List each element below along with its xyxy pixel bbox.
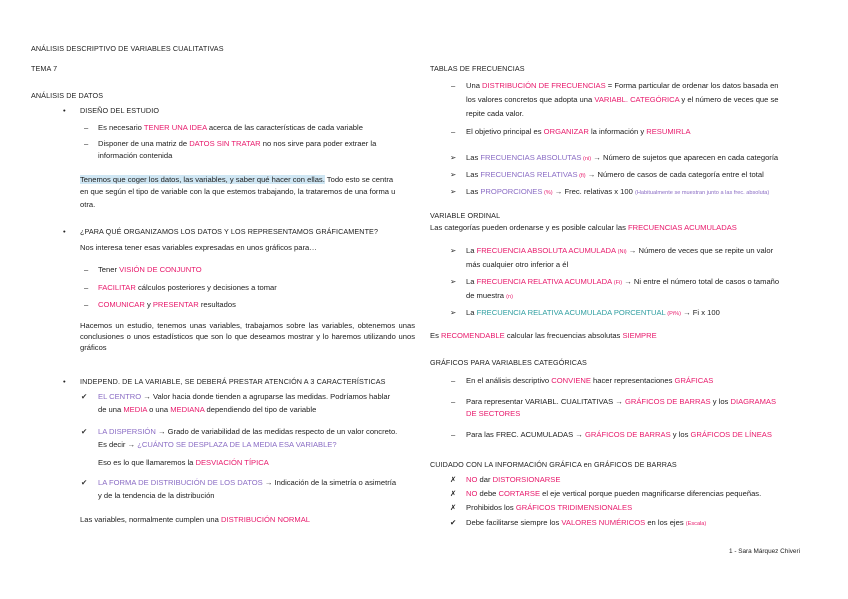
item-desviacion: Eso es lo que llamaremos la DESVIACIÓN TÍPICA	[98, 458, 269, 467]
page-footer: 1 - Sara Márquez Chiveri	[729, 548, 801, 555]
item-rel-acum-cont: de muestra (n)	[466, 291, 513, 300]
dash-icon: –	[84, 139, 89, 148]
item-distribucion: Una DISTRIBUCIÓN DE FRECUENCIAS = Forma particular de ordenar los datos basada en	[466, 81, 779, 90]
item-acumuladas: Para las FREC. ACUMULADAS → GRÁFICOS DE BARRAS y los GRÁFICOS DE LÍNEAS	[466, 430, 772, 439]
tema-label: TEMA 7	[31, 64, 58, 73]
item-matriz: Disponer de una matriz de DATOS SIN TRATAR no nos sirve para poder extraer la	[98, 139, 377, 148]
bullet-dot-icon: •	[63, 106, 66, 115]
check-icon: ✔	[81, 427, 88, 436]
item-forma: LA FORMA DE DISTRIBUCIÓN DE LOS DATOS → Indicación de la simetría o asimetría	[98, 478, 397, 487]
cross-icon: ✗	[450, 475, 457, 484]
dash-icon: –	[84, 300, 89, 309]
check-icon: ✔	[81, 478, 88, 487]
item-comunicar: COMUNICAR y PRESENTAR resultados	[98, 300, 236, 309]
dash-icon: –	[451, 376, 456, 385]
para-datos-line3: otra.	[80, 200, 96, 209]
check-icon: ✔	[81, 392, 88, 401]
item-tener-idea: Es necesario TENER UNA IDEA acerca de las características de cada variable	[98, 123, 363, 132]
check-icon: ✔	[450, 518, 457, 527]
dash-icon: –	[84, 265, 89, 274]
cross-icon: ✗	[450, 503, 457, 512]
item-distribucion-cont2: repite cada valor.	[466, 109, 524, 118]
para-datos-line2: en que según el tipo de variable con la que estemos trabajando, la trataremos de una forma u	[80, 187, 396, 196]
item-distribucion-cont: los valores concretos que adopta una VARIABL. CATEGÓRICA y el número de veces que se	[466, 95, 779, 104]
dash-icon: –	[451, 81, 456, 90]
item-cortarse: NO debe CORTARSE el eje vertical porque pueden magnificarse diferencias pequeñas.	[466, 489, 762, 498]
bullet-dot-icon: •	[63, 377, 66, 386]
heading-cuidado: CUIDADO CON LA INFORMACIÓN GRÁFICA en GRÁFICOS DE BARRAS	[430, 460, 677, 469]
item-centro-cont: de una MEDIA o una MEDIANA dependiendo del tipo de variable	[98, 405, 317, 414]
dash-icon: –	[84, 123, 89, 132]
bullet-dot-icon: •	[63, 227, 66, 236]
item-rel-acum: La FRECUENCIA RELATIVA ACUMULADA (Fi) → Ni entre el número total de casos o tamaño	[466, 277, 780, 286]
arrow-icon: ➢	[450, 187, 457, 196]
item-abs-acum: La FRECUENCIA ABSOLUTA ACUMULADA (Ni) → Número de veces que se repite un valor	[466, 246, 774, 255]
item-matriz-cont: información contenida	[98, 151, 173, 160]
item-frec-relativas: Las FRECUENCIAS RELATIVAS (fi) → Número de casos de cada categoría entre el total	[466, 170, 764, 179]
heading-para-que: ¿PARA QUÉ ORGANIZAMOS LOS DATOS Y LOS REPRESENTAMOS GRÁFICAMENTE?	[80, 227, 379, 236]
item-centro: EL CENTRO → Valor hacia donde tienden a agruparse las medidas. Podríamos hablar	[98, 392, 391, 401]
item-valores: Debe facilitarse siempre los VALORES NUMÉRICOS en los ejes (Escala)	[466, 518, 707, 527]
item-distorsion: NO dar DISTORSIONARSE	[466, 475, 561, 484]
arrow-icon: ➢	[450, 277, 457, 286]
dash-icon: –	[451, 430, 456, 439]
heading-diseno: DISEÑO DEL ESTUDIO	[80, 106, 160, 115]
para-ordinal: Las categorías pueden ordenarse y es posible calcular las FRECUENCIAS ACUMULADAS	[430, 223, 737, 232]
item-frec-absolutas: Las FRECUENCIAS ABSOLUTAS (ni) → Número de sujetos que aparecen en cada categoría	[466, 153, 779, 162]
heading-ordinal: VARIABLE ORDINAL	[430, 211, 501, 220]
item-dispersion: LA DISPERSIÓN → Grado de variabilidad de las medidas respecto de un valor concreto.	[98, 427, 398, 436]
item-forma-cont: y de la tendencia de la distribución	[98, 491, 215, 500]
para-datos-line1: Tenemos que coger los datos, las variables, y saber qué hacer con ellas. Todo esto se centra	[80, 175, 394, 184]
arrow-icon: ➢	[450, 170, 457, 179]
dash-icon: –	[451, 127, 456, 136]
para-estudio: Hacemos un estudio, tenemos unas variables, trabajamos sobre las variables, obtenemos unas conclusiones o unos estadísticos que son lo que deseamos mostrar y lo haremos utilizando unos gráficos	[80, 321, 415, 352]
section-heading: ANÁLISIS DE DATOS	[31, 91, 104, 100]
dash-icon: –	[84, 283, 89, 292]
arrow-icon: ➢	[450, 153, 457, 162]
document-title: ANÁLISIS DESCRIPTIVO DE VARIABLES CUALITATIVAS	[31, 44, 224, 53]
heading-tablas: TABLAS DE FRECUENCIAS	[430, 64, 525, 73]
arrow-icon: ➢	[450, 246, 457, 255]
item-conviene: En el análisis descriptivo CONVIENE hacer representaciones GRÁFICAS	[466, 376, 714, 385]
item-cualitativas-cont: DE SECTORES	[466, 409, 521, 418]
item-vision: Tener VISIÓN DE CONJUNTO	[98, 265, 202, 274]
item-dispersion-cont: Es decir → ¿CUÁNTO SE DESPLAZA DE LA MEDIA ESA VARIABLE?	[98, 440, 337, 449]
item-proporciones: Las PROPORCIONES (%) → Frec. relativas x 100 (Habitualmente se muestran junto a las frec. absoluta)	[466, 187, 770, 196]
heading-independ: INDEPEND. DE LA VARIABLE, SE DEBERÁ PRESTAR ATENCIÓN A 3 CARACTERÍSTICAS	[80, 377, 386, 386]
cross-icon: ✗	[450, 489, 457, 498]
item-abs-acum-cont: más cualquier otro inferior a él	[466, 260, 569, 269]
para-interesa: Nos interesa tener esas variables expresadas en unos gráficos para…	[80, 243, 317, 252]
para-normal: Las variables, normalmente cumplen una DISTRIBUCIÓN NORMAL	[80, 515, 311, 524]
item-tridimensionales: Prohibidos los GRÁFICOS TRIDIMENSIONALES	[466, 503, 633, 512]
item-facilitar: FACILITAR cálculos posteriores y decisiones a tomar	[98, 283, 277, 292]
item-rel-acum-pct: La FRECUENCIA RELATIVA ACUMULADA PORCENTUAL (Pi%) → Fi x 100	[466, 308, 720, 317]
heading-graficos: GRÁFICOS PARA VARIABLES CATEGÓRICAS	[430, 358, 587, 367]
arrow-icon: ➢	[450, 308, 457, 317]
dash-icon: –	[451, 397, 456, 406]
item-cualitativas: Para representar VARIABL. CUALITATIVAS → GRÁFICOS DE BARRAS y los DIAGRAMAS	[466, 397, 777, 406]
para-recomendable: Es RECOMENDABLE calcular las frecuencias absolutas SIEMPRE	[430, 331, 657, 340]
item-objetivo: El objetivo principal es ORGANIZAR la información y RESUMIRLA	[466, 127, 691, 136]
